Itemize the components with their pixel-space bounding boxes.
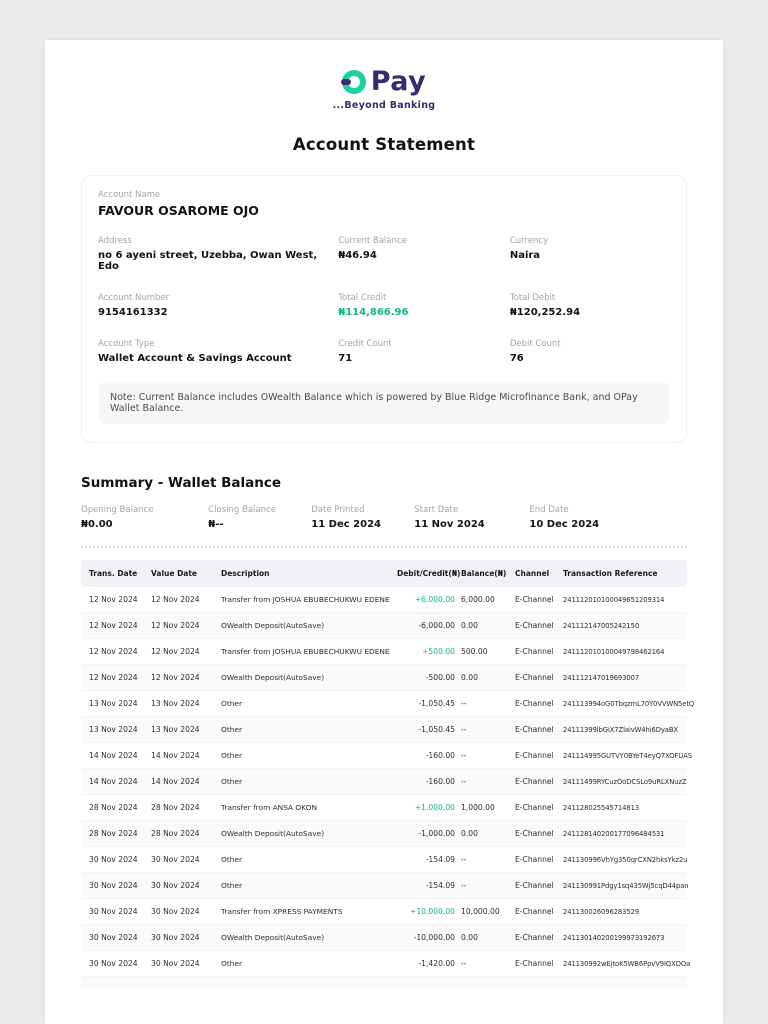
cell-value-date: 28 Nov 2024 — [151, 803, 200, 812]
cell-channel: E-Channel — [515, 595, 554, 604]
cell-trans-date: 13 Nov 2024 — [89, 699, 138, 708]
field — [208, 505, 311, 530]
cell-value-date: 30 Nov 2024 — [151, 881, 200, 890]
summary-title: Summary - Wallet Balance — [81, 475, 282, 491]
transaction-row — [81, 951, 691, 977]
cell-channel: E-Channel — [515, 673, 554, 682]
cell-description: Transfer from JOSHUA EBUBECHUKWU EDENE — [221, 595, 390, 604]
cell-trans-date: 12 Nov 2024 — [89, 595, 138, 604]
field-label: Start Date — [414, 505, 459, 515]
summary-section — [81, 475, 687, 548]
cell-reference: 241130992wEjtoK5WB6PpvV9IQXDOa — [563, 959, 691, 968]
cell-value-date: 14 Nov 2024 — [151, 751, 200, 760]
table-body — [81, 587, 695, 977]
cell-description: Transfer from ANSA OKON — [221, 803, 318, 812]
cell-reference: 241113994oG0TbqzmL70Y0VVWN5etQ — [563, 699, 695, 708]
cell-channel: E-Channel — [515, 647, 554, 656]
cell-channel: E-Channel — [515, 777, 554, 786]
column-header: Value Date — [151, 569, 198, 578]
cell-value-date: 30 Nov 2024 — [151, 855, 200, 864]
cell-balance: 0.00 — [461, 673, 478, 682]
cell-trans-date: 13 Nov 2024 — [89, 725, 138, 734]
field-label: Currency — [509, 236, 549, 246]
cell-balance: 0.00 — [461, 621, 478, 630]
note-bar: Note: Current Balance includes OWealth Balance which is powered by Blue Ridge Microfinance Bank, and OPay Wallet Balance. — [98, 382, 670, 424]
cell-channel: E-Channel — [515, 959, 554, 968]
transaction-row — [81, 665, 687, 691]
field-value: no 6 ayeni street, Uzebba, Owan West, Edo — [98, 250, 318, 272]
cell-description: OWealth Deposit(AutoSave) — [221, 933, 325, 942]
cell-description: Other — [221, 855, 242, 864]
cell-channel: E-Channel — [515, 621, 554, 630]
cell-balance: -- — [461, 725, 467, 734]
cell-channel: E-Channel — [515, 699, 554, 708]
cell-value-date: 12 Nov 2024 — [151, 647, 200, 656]
column-header: Trans. Date — [89, 569, 138, 578]
transaction-row — [81, 795, 687, 821]
field-label: Date Printed — [311, 505, 365, 515]
cell-description: Other — [221, 881, 242, 890]
cell-value-date: 30 Nov 2024 — [151, 959, 200, 968]
cell-channel: E-Channel — [515, 725, 554, 734]
cell-amount: -160.00 — [425, 751, 455, 760]
cell-amount: -1,420.00 — [418, 959, 455, 968]
cell-value-date: 12 Nov 2024 — [151, 595, 200, 604]
field — [338, 293, 510, 318]
transaction-row — [81, 925, 687, 951]
field — [311, 505, 414, 530]
field-label: Address — [98, 236, 132, 246]
cell-description: Other — [221, 959, 242, 968]
cell-description: Other — [221, 725, 242, 734]
cell-reference: 241128025545714813 — [563, 803, 640, 812]
field — [98, 236, 338, 272]
cell-amount: +1,000.00 — [414, 803, 455, 812]
cell-amount: -500.00 — [425, 673, 455, 682]
cell-reference: 24111399lbGiX7ZlaivW4hi6DyaBX — [563, 725, 678, 734]
opay-logo-icon — [342, 70, 366, 94]
field-label: Credit Count — [338, 339, 392, 349]
cell-reference: 241128140200177096484531 — [563, 829, 665, 838]
cell-reference: 241130991Pdgy1sq435Wj5cqD44pan — [563, 881, 689, 890]
cell-channel: E-Channel — [515, 881, 554, 890]
field-value: 76 — [509, 353, 524, 364]
cell-amount: +6,000.00 — [414, 595, 455, 604]
transaction-row — [81, 639, 687, 665]
transactions-table — [81, 560, 695, 989]
field-label: Account Number — [98, 293, 170, 303]
cell-value-date: 30 Nov 2024 — [151, 907, 200, 916]
cell-reference: 241112147019693007 — [563, 673, 640, 682]
cell-value-date: 12 Nov 2024 — [151, 673, 200, 682]
field — [510, 293, 670, 318]
cell-trans-date: 12 Nov 2024 — [89, 673, 138, 682]
cell-reference: 24111499RYCuzOoDCSLo9uRLXNuzZ — [563, 777, 687, 786]
account-name-label: Account Name — [98, 190, 161, 200]
cell-amount: -160.00 — [425, 777, 455, 786]
transaction-row — [81, 691, 695, 717]
transaction-row — [81, 821, 687, 847]
field-value: ₦114,866.96 — [338, 307, 409, 318]
cell-amount: +500.00 — [422, 647, 455, 656]
cell-amount: -10,000.00 — [413, 933, 455, 942]
cell-value-date: 28 Nov 2024 — [151, 829, 200, 838]
transaction-row — [81, 847, 687, 873]
transaction-row — [81, 587, 687, 613]
field-value: 11 Dec 2024 — [311, 519, 381, 530]
field-label: Total Credit — [338, 293, 387, 303]
column-header: Balance(₦) — [461, 569, 507, 578]
field-label: Total Debit — [509, 293, 556, 303]
cell-reference: 241114995GUTVY0BYeT4eyQ7XOFUAS — [563, 751, 692, 760]
cell-channel: E-Channel — [515, 751, 554, 760]
field — [81, 505, 208, 530]
cell-trans-date: 30 Nov 2024 — [89, 959, 138, 968]
cell-reference: 241130996VhYg350qrCXN2hksYkz2u — [563, 855, 688, 864]
cell-value-date: 13 Nov 2024 — [151, 725, 200, 734]
column-header: Debit/Credit(₦) — [397, 569, 461, 578]
field-label: Opening Balance — [81, 505, 154, 515]
cell-amount: +10,000.00 — [409, 907, 455, 916]
cell-trans-date: 30 Nov 2024 — [89, 855, 138, 864]
transaction-row — [81, 717, 687, 743]
field-label: Debit Count — [509, 339, 561, 349]
field-value: 11 Nov 2024 — [414, 519, 485, 530]
cell-reference: 241112010100049798462164 — [563, 647, 665, 656]
cell-description: Other — [221, 751, 242, 760]
cell-description: OWealth Deposit(AutoSave) — [221, 673, 325, 682]
cell-balance: -- — [461, 881, 467, 890]
field-label: Account Type — [98, 339, 155, 349]
transaction-row — [81, 769, 687, 795]
cell-amount: -1,050.45 — [418, 725, 455, 734]
cell-amount: -6,000.00 — [418, 621, 455, 630]
field — [510, 236, 670, 272]
field-value: 9154161332 — [98, 307, 168, 318]
cell-balance: 1,000.00 — [461, 803, 495, 812]
cell-trans-date: 30 Nov 2024 — [89, 907, 138, 916]
field-value: Wallet Account & Savings Account — [98, 353, 292, 364]
cell-trans-date: 28 Nov 2024 — [89, 829, 138, 838]
cell-balance: -- — [461, 751, 467, 760]
transaction-row — [81, 613, 687, 639]
cell-channel: E-Channel — [515, 855, 554, 864]
field — [338, 236, 510, 272]
account-name-value: FAVOUR OSAROME OJO — [98, 203, 259, 218]
cell-trans-date: 28 Nov 2024 — [89, 803, 138, 812]
cell-balance: 0.00 — [461, 829, 478, 838]
cell-channel: E-Channel — [515, 907, 554, 916]
cell-description: Transfer from XPRESS PAYMENTS — [221, 907, 343, 916]
cell-reference: 241130026096283529 — [563, 907, 640, 916]
field-value: ₦-- — [208, 519, 224, 530]
cell-trans-date: 30 Nov 2024 — [89, 933, 138, 942]
dotted-separator — [81, 546, 687, 548]
field-label: Closing Balance — [208, 505, 276, 515]
cell-trans-date: 30 Nov 2024 — [89, 881, 138, 890]
transaction-row — [81, 743, 692, 769]
cell-reference: 241112010100049651209314 — [563, 595, 665, 604]
account-info-card — [81, 175, 687, 443]
field-value: Naira — [509, 250, 541, 261]
cell-description: Transfer from JOSHUA EBUBECHUKWU EDENE — [221, 647, 390, 656]
field — [529, 505, 687, 530]
field-label: End Date — [529, 505, 569, 515]
page-title: Account Statement — [292, 135, 476, 154]
cell-trans-date: 12 Nov 2024 — [89, 647, 138, 656]
cell-balance: -- — [461, 959, 467, 968]
column-header: Transaction Reference — [563, 569, 658, 578]
cell-value-date: 14 Nov 2024 — [151, 777, 200, 786]
cell-channel: E-Channel — [515, 933, 554, 942]
cell-amount: -1,050.45 — [418, 699, 455, 708]
cell-channel: E-Channel — [515, 803, 554, 812]
cell-balance: 500.00 — [461, 647, 488, 656]
cell-balance: -- — [461, 699, 467, 708]
cell-description: OWealth Deposit(AutoSave) — [221, 829, 325, 838]
column-header: Channel — [515, 569, 550, 578]
column-header: Description — [221, 569, 270, 578]
statement-page — [45, 40, 723, 1024]
cell-balance: -- — [461, 777, 467, 786]
field-value: ₦46.94 — [338, 250, 377, 261]
cell-description: Other — [221, 777, 242, 786]
field-value: ₦120,252.94 — [509, 307, 581, 318]
cell-value-date: 30 Nov 2024 — [151, 933, 200, 942]
field — [510, 339, 670, 364]
partial-next-row — [81, 977, 687, 989]
brand-header — [81, 66, 687, 111]
field-label: Current Balance — [338, 236, 407, 246]
cell-amount: -154.09 — [425, 855, 455, 864]
cell-value-date: 13 Nov 2024 — [151, 699, 200, 708]
cell-balance: 6,000.00 — [461, 595, 495, 604]
field — [98, 339, 338, 364]
cell-description: Other — [221, 699, 242, 708]
table-header-row — [81, 560, 687, 587]
cell-trans-date: 12 Nov 2024 — [89, 621, 138, 630]
field — [414, 505, 529, 530]
field — [338, 339, 510, 364]
transaction-row — [81, 873, 687, 899]
summary-fields-grid — [81, 505, 687, 530]
cell-reference: 241130140200199973192673 — [563, 933, 665, 942]
cell-channel: E-Channel — [515, 829, 554, 838]
cell-description: OWealth Deposit(AutoSave) — [221, 621, 325, 630]
field-value: ₦0.00 — [81, 519, 113, 530]
field — [98, 293, 338, 318]
field-value: 71 — [338, 353, 353, 364]
cell-amount: -154.09 — [425, 881, 455, 890]
cell-value-date: 12 Nov 2024 — [151, 621, 200, 630]
cell-balance: 0.00 — [461, 933, 478, 942]
cell-trans-date: 14 Nov 2024 — [89, 751, 138, 760]
cell-balance: 10,000.00 — [461, 907, 500, 916]
field-value: 10 Dec 2024 — [529, 519, 600, 530]
cell-amount: -1,000.00 — [418, 829, 455, 838]
cell-reference: 241112147005242150 — [563, 621, 640, 630]
cell-trans-date: 14 Nov 2024 — [89, 777, 138, 786]
account-fields-grid — [98, 236, 670, 364]
cell-balance: -- — [461, 855, 467, 864]
transaction-row — [81, 899, 687, 925]
brand-name: Pay — [370, 66, 427, 97]
brand-tagline: ...Beyond Banking — [332, 100, 436, 111]
